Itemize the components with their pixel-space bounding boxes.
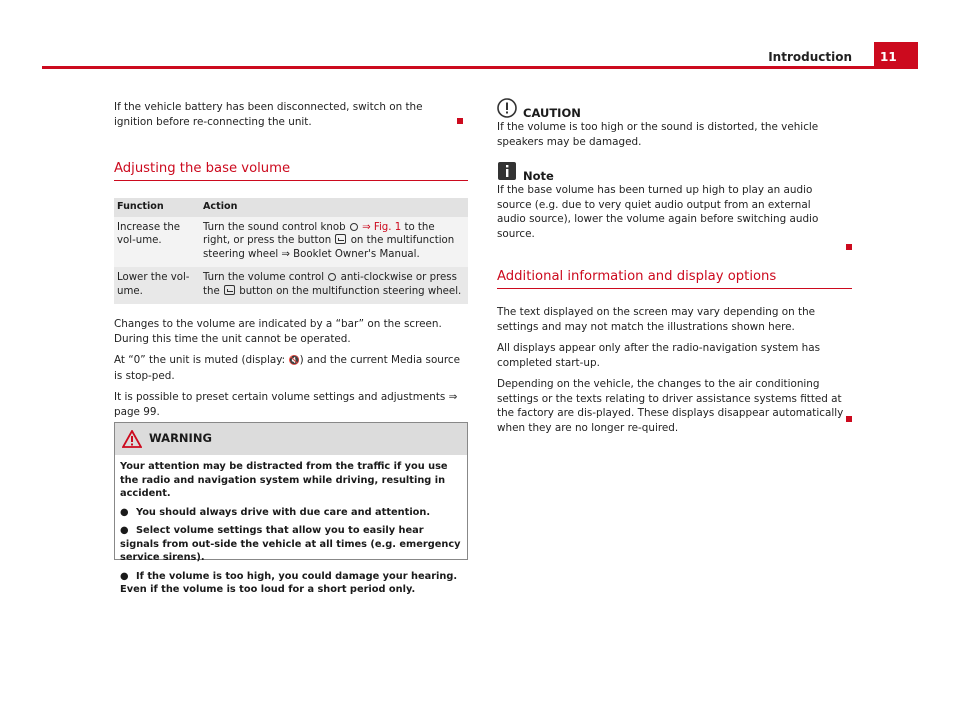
page-number-box — [874, 42, 918, 69]
mute-paragraph — [114, 353, 468, 383]
page-number: 11 — [880, 50, 897, 64]
caution-text: If the volume is too high or the sound is distorted, the vehicle speakers may be damaged. — [497, 121, 819, 148]
mute-text: At “0” the unit is muted (display: — [114, 354, 286, 366]
table-row — [114, 217, 468, 268]
caution-header — [497, 98, 852, 120]
action-text: Turn the sound control knob — [203, 221, 346, 233]
steering-wheel-button-icon — [224, 285, 235, 295]
mute-text: ) and the current Media source is stop-ped. — [114, 354, 461, 382]
table-row — [114, 267, 468, 304]
info-paragraph: All displays appear only after the radio-navigation system has completed start-up. — [497, 342, 821, 369]
note-text: If the base volume has been turned up high to play an audio source (e.g. due to very quiet audio output from an external audio source), lower the volume again before switching audio source. — [497, 184, 819, 240]
bullet: ● — [120, 525, 129, 536]
end-square-icon — [846, 416, 852, 422]
action-text: button on the multifunction steering wheel. — [239, 285, 462, 297]
list-item — [120, 570, 462, 597]
warning-header — [115, 423, 467, 455]
bullet: ● — [120, 506, 129, 518]
table-cell-action — [200, 267, 468, 304]
knob-icon — [328, 273, 336, 281]
battery-paragraph — [114, 100, 458, 129]
list-item — [120, 524, 462, 565]
battery-text: If the vehicle battery has been disconnected, switch on the ignition before re-connecting the unit. — [114, 101, 423, 128]
caution-title: CAUTION — [523, 106, 581, 120]
table-header-function: Function — [114, 198, 200, 217]
left-column — [114, 100, 468, 426]
warning-title: WARNING — [149, 431, 212, 445]
preset-paragraph: It is possible to preset certain volume settings and adjustments ⇒ page 99. — [114, 391, 458, 418]
table-header-action: Action — [200, 198, 468, 217]
action-text: to the right, or press the button — [203, 221, 435, 246]
action-text: anti-clockwise or press the — [203, 272, 457, 297]
note-title: Note — [523, 169, 554, 183]
note-info-icon — [497, 161, 517, 181]
table-cell-function: Increase the vol-ume. — [114, 217, 200, 268]
caution-callout — [497, 98, 852, 149]
info-paragraph: The text displayed on the screen may vary depending on the settings and may not match the illustrations shown here. — [497, 306, 816, 333]
table-cell-function: Lower the vol-ume. — [114, 267, 200, 304]
mute-speaker-icon: 🔇 — [288, 356, 300, 366]
figure-reference-link[interactable]: ⇒ Fig. 1 — [362, 221, 402, 233]
section-title-additional-info: Additional information and display options — [497, 269, 852, 289]
warning-bullet-text: Select volume settings that allow you to easily hear signals from out-side the vehicle at all times (e.g. emergency service sirens). — [120, 525, 461, 563]
warning-triangle-icon — [122, 430, 142, 448]
note-callout — [497, 161, 852, 241]
warning-box — [114, 422, 468, 595]
warning-body — [115, 455, 467, 597]
knob-icon — [350, 223, 358, 231]
warning-bullet-text: You should always drive with due care and attention. — [136, 506, 431, 518]
right-column — [497, 98, 852, 442]
bar-paragraph: Changes to the volume are indicated by a “bar” on the screen. During this time the unit cannot be operated. — [114, 318, 442, 345]
note-header — [497, 161, 852, 183]
warning-bullet-text: If the volume is too high, you could damage your hearing. Even if the volume is too loud for a short period only. — [120, 570, 458, 595]
header-rule — [42, 66, 874, 69]
bullet: ● — [120, 570, 129, 582]
action-text: on the multifunction steering wheel ⇒ Booklet Owner's Manual. — [203, 235, 455, 260]
action-text: Turn the volume control — [203, 272, 325, 283]
end-square-icon — [846, 244, 852, 250]
end-square-icon — [457, 118, 463, 124]
info-paragraph: Depending on the vehicle, the changes to the air conditioning settings or the texts relating to driver assistance systems fitted at the factory are dis-played. These displays disappear automatically when they are no longer re-quired. — [497, 378, 844, 434]
caution-circle-icon — [497, 98, 517, 118]
section-title-base-volume: Adjusting the base volume — [114, 161, 468, 181]
warning-intro: Your attention may be distracted from the traffic if you use the radio and navigation system while driving, resulting in accident. — [120, 461, 448, 499]
list-item — [120, 506, 462, 520]
table-cell-action — [200, 217, 468, 268]
steering-wheel-button-icon — [335, 234, 346, 244]
running-header-title: Introduction — [768, 50, 852, 64]
volume-function-table — [114, 198, 468, 304]
